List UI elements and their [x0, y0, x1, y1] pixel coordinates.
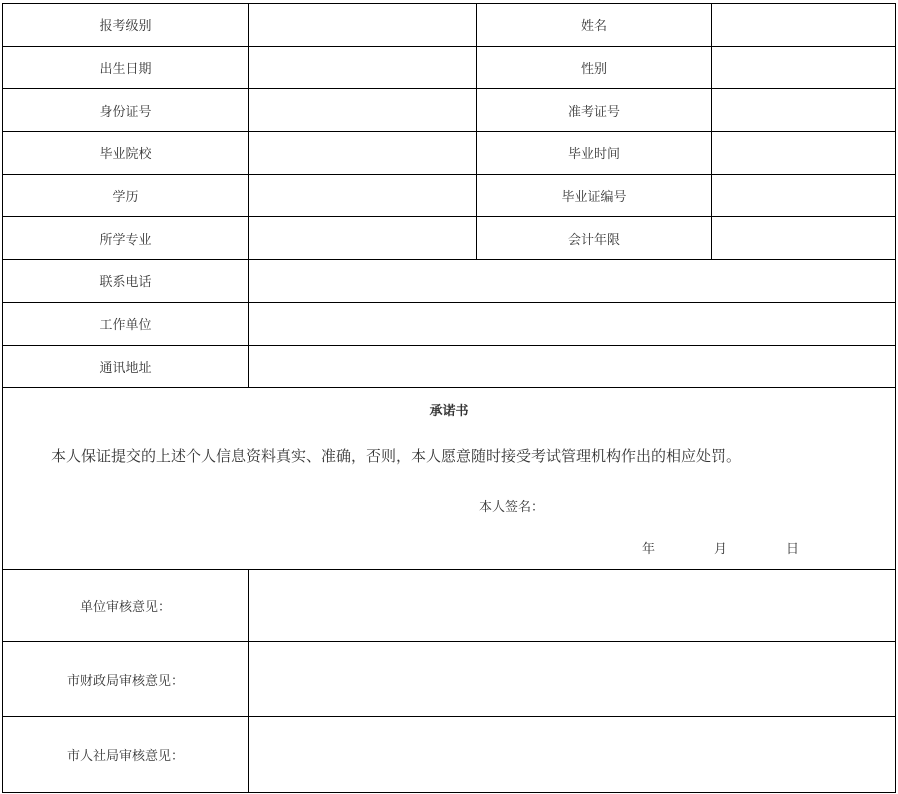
pledge-text: 本人保证提交的上述个人信息资料真实、准确，否则，本人愿意随时接受考试管理机构作出的相应处罚。 — [51, 447, 742, 466]
label-phone: 联系电话 — [3, 260, 249, 303]
row-pledge — [3, 388, 896, 570]
registration-form-table — [2, 3, 896, 793]
input-phone[interactable] — [249, 260, 896, 303]
signature-label: 本人签名： — [479, 500, 545, 516]
label-birth-date: 出生日期 — [3, 46, 249, 89]
input-hr-review[interactable] — [249, 717, 896, 793]
row-level-name — [3, 4, 896, 47]
label-major: 所学专业 — [3, 217, 249, 260]
input-major[interactable] — [249, 217, 477, 260]
row-phone — [3, 260, 896, 303]
row-finance-review — [3, 642, 896, 717]
input-name[interactable] — [712, 4, 896, 47]
input-unit-review[interactable] — [249, 570, 896, 642]
row-major-years — [3, 217, 896, 260]
input-birth-date[interactable] — [249, 46, 477, 89]
label-accounting-years: 会计年限 — [477, 217, 712, 260]
label-diploma-number: 毕业证编号 — [477, 174, 712, 217]
label-education: 学历 — [3, 174, 249, 217]
pledge-title: 承诺书 — [429, 404, 469, 420]
input-admission-number[interactable] — [712, 89, 896, 132]
label-id-number: 身份证号 — [3, 89, 249, 132]
label-address: 通讯地址 — [3, 345, 249, 388]
label-employer: 工作单位 — [3, 302, 249, 345]
date-month-label: 月 — [714, 542, 728, 558]
label-graduate-school: 毕业院校 — [3, 132, 249, 175]
input-education[interactable] — [249, 174, 477, 217]
input-diploma-number[interactable] — [712, 174, 896, 217]
row-employer — [3, 302, 896, 345]
row-hr-review — [3, 717, 896, 793]
input-gender[interactable] — [712, 46, 896, 89]
label-hr-review: 市人社局审核意见： — [3, 717, 249, 793]
row-address — [3, 345, 896, 388]
label-name: 姓名 — [477, 4, 712, 47]
pledge-section — [3, 388, 896, 570]
label-finance-review: 市财政局审核意见： — [3, 642, 249, 717]
label-graduate-time: 毕业时间 — [477, 132, 712, 175]
input-graduate-time[interactable] — [712, 132, 896, 175]
row-school-time — [3, 132, 896, 175]
date-day-label: 日 — [786, 542, 800, 558]
input-level[interactable] — [249, 4, 477, 47]
row-birth-gender — [3, 46, 896, 89]
input-accounting-years[interactable] — [712, 217, 896, 260]
label-unit-review: 单位审核意见： — [3, 570, 249, 642]
row-id-admission — [3, 89, 896, 132]
label-admission-number: 准考证号 — [477, 89, 712, 132]
date-year-label: 年 — [642, 542, 656, 558]
label-level: 报考级别 — [3, 4, 249, 47]
input-employer[interactable] — [249, 302, 896, 345]
label-gender: 性别 — [477, 46, 712, 89]
input-address[interactable] — [249, 345, 896, 388]
input-finance-review[interactable] — [249, 642, 896, 717]
row-unit-review — [3, 570, 896, 642]
row-education-diploma — [3, 174, 896, 217]
input-graduate-school[interactable] — [249, 132, 477, 175]
input-id-number[interactable] — [249, 89, 477, 132]
